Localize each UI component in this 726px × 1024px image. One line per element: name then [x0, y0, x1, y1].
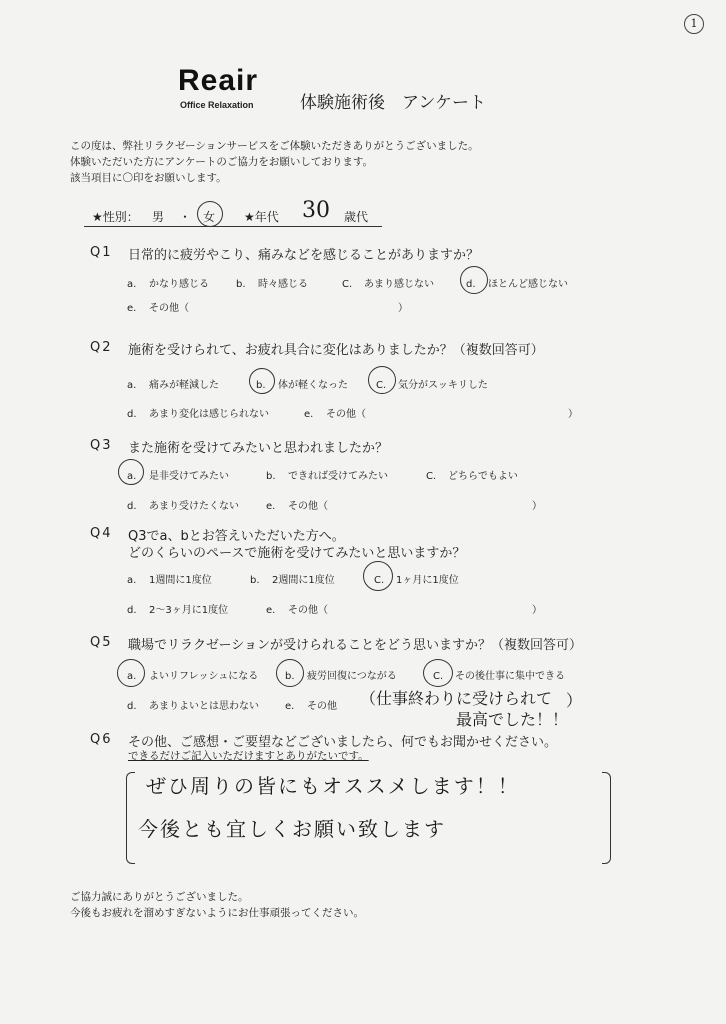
profile-underline — [84, 226, 382, 227]
q2-option-b[interactable]: b. 体が軽くなった — [256, 380, 348, 391]
q4-text: Q3でa、bとお答えいただいた方へ。 — [128, 529, 345, 544]
q3-option-e-close: ） — [532, 501, 542, 512]
survey-title: 体験施術後 アンケート — [300, 93, 486, 113]
q4-option-e-close: ） — [532, 605, 542, 616]
q1-option-d[interactable]: d. ほとんど感じない — [466, 279, 568, 290]
q5-selected-circle-a — [117, 659, 145, 687]
q2-selected-circle-b — [249, 368, 275, 394]
gender-separator: ・ — [179, 210, 192, 224]
q3-option-c[interactable]: C. どちらでもよい — [426, 471, 518, 482]
q1-text: 日常的に疲労やこり、痛みなどを感じることがありますか？ — [128, 248, 480, 263]
q1-option-e[interactable]: e. その他（ — [127, 303, 189, 314]
brand-logo: Reair — [178, 64, 259, 97]
q3-number: Q3 — [90, 438, 113, 453]
q2-option-e[interactable]: e. その他（ — [304, 409, 366, 420]
q5-option-b[interactable]: b. 疲労回復につながる — [285, 671, 397, 682]
age-suffix: 歳代 — [344, 210, 369, 224]
brand-subtitle: Office Relaxation — [180, 100, 254, 110]
gender-label: ★性別： — [92, 210, 139, 224]
q5-selected-circle-c — [423, 659, 453, 687]
age-value[interactable]: 30 — [302, 198, 330, 223]
q4-text-2: どのくらいのペースで施術を受けてみたいと思いますか？ — [128, 546, 466, 561]
q6-number: Q6 — [90, 732, 113, 747]
q3-option-a[interactable]: a. 是非受けてみたい — [127, 471, 229, 482]
q5-option-e-close: ） — [566, 691, 583, 710]
q3-text: また施術を受けてみたいと思われましたか？ — [128, 441, 389, 456]
q2-option-d[interactable]: d. あまり変化は感じられない — [127, 409, 269, 420]
q2-option-e-close: ） — [568, 409, 578, 420]
q2-selected-circle-c — [368, 366, 396, 394]
page-number: 1 — [684, 14, 704, 34]
q2-text: 施術を受けられて、お疲れ具合に変化はありましたか？（複数回答可） — [128, 343, 544, 358]
q2-number: Q2 — [90, 340, 113, 355]
footer-line-2: 今後もお疲れを溜めすぎないようにお仕事頑張ってください。 — [70, 907, 364, 919]
q4-option-d[interactable]: d. 2〜3ヶ月に1度位 — [127, 605, 229, 616]
q1-option-e-close: ） — [398, 303, 408, 314]
q5-number: Q5 — [90, 635, 113, 650]
q5-other-answer-line-2[interactable]: 最高でした！！ — [456, 710, 569, 729]
q2-option-c[interactable]: C. 気分がスッキリした — [376, 380, 488, 391]
q5-option-a[interactable]: a. よいリフレッシュになる — [127, 671, 259, 682]
intro-line-2: 体験いただいた方にアンケートのご協力をお願いしております。 — [70, 156, 374, 168]
q4-option-a[interactable]: a. 1週間に1度位 — [127, 575, 212, 586]
q3-option-b[interactable]: b. できれば受けてみたい — [266, 471, 388, 482]
gender-male[interactable]: 男 — [152, 210, 165, 224]
intro-line-3: 該当項目に〇印をお願いします。 — [70, 172, 227, 184]
q1-option-c[interactable]: C. あまり感じない — [342, 279, 434, 290]
age-label: ★年代 — [244, 210, 279, 224]
q1-option-a[interactable]: a. かなり感じる — [127, 279, 209, 290]
q1-selected-circle — [460, 266, 488, 294]
q3-selected-circle — [118, 459, 144, 485]
q4-option-b[interactable]: b. 2週間に1度位 — [250, 575, 335, 586]
q5-other-answer-line-1[interactable]: （仕事終わりに受けられて — [360, 689, 553, 708]
q1-number: Q1 — [90, 245, 113, 260]
q1-option-b[interactable]: b. 時々感じる — [236, 279, 308, 290]
q5-option-e[interactable]: e. その他 — [285, 701, 337, 712]
q5-option-c[interactable]: C. その後仕事に集中できる — [433, 671, 565, 682]
intro-line-1: この度は、弊社リラクゼーションサービスをご体験いただきありがとうございました。 — [70, 140, 479, 152]
q2-option-a[interactable]: a. 痛みが軽減した — [127, 380, 219, 391]
q5-option-d[interactable]: d. あまりよいとは思わない — [127, 701, 259, 712]
q6-text: その他、ご感想・ご要望などございましたら、何でもお聞かせください。 — [128, 735, 558, 750]
q4-number: Q4 — [90, 526, 113, 541]
q4-option-e[interactable]: e. その他（ — [266, 605, 328, 616]
q6-bracket-right — [602, 772, 611, 864]
q4-selected-circle — [363, 561, 393, 591]
q5-selected-circle-b — [276, 659, 304, 687]
q4-option-c[interactable]: C. 1ヶ月に1度位 — [374, 575, 459, 586]
q3-option-d[interactable]: d. あまり受けたくない — [127, 501, 239, 512]
gender-selected-circle — [197, 201, 223, 227]
q3-option-e[interactable]: e. その他（ — [266, 501, 328, 512]
q5-text: 職場でリラクゼーションが受けられることをどう思いますか？（複数回答可） — [128, 638, 582, 653]
footer-line-1: ご協力誠にありがとうございました。 — [70, 891, 249, 903]
q6-answer-line-1[interactable]: ぜひ周りの皆にもオススメします！！ — [146, 774, 520, 798]
q6-bracket-left — [126, 772, 135, 864]
q6-text-2: できるだけご記入いただけますとありがたいです。 — [128, 750, 369, 762]
gender-female[interactable]: 女 — [203, 210, 216, 224]
q6-answer-line-2[interactable]: 今後とも宜しくお願い致します — [138, 817, 446, 841]
